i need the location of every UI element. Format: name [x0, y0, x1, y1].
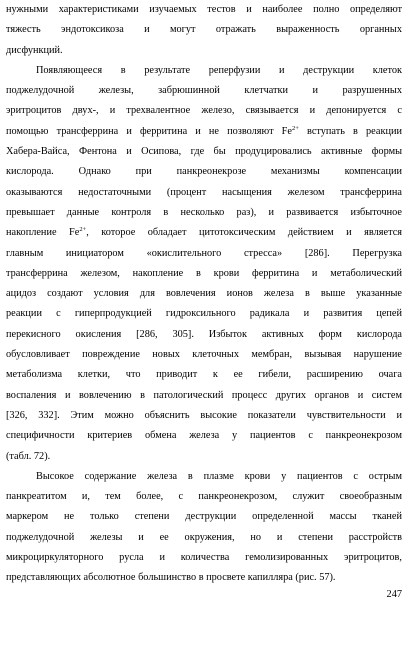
text-run: накопление Fe: [6, 227, 80, 239]
text-line: представляющих абсолютное большинство в просвете капилляра (рис. 57).: [6, 572, 336, 584]
body-text: [6, 0, 402, 589]
text-line: ацидоз создают условия для вовлечения ионов железа в выше указанные: [6, 288, 402, 300]
text-line: [326, 332]. Этим можно объяснить высокие показатели чувствительности и: [6, 409, 402, 421]
text-line: трансферрина железом, накопление в крови ферритина и метаболический: [6, 267, 402, 279]
text-line: маркером не только степени деструкции определенной массы тканей: [6, 511, 402, 523]
text-line: поджелудочной железы, забрюшинной клетчатки и разрушенных: [6, 85, 402, 97]
text-line: обусловливает повреждение новых клеточных мембран, вызывая нарушение: [6, 349, 402, 361]
text-line: превышает данные контроля в несколько раз), и развивается избыточное: [6, 206, 402, 218]
text-line: кислорода. Однако при панкреонекрозе механизмы компенсации: [6, 166, 402, 178]
text-line: Хабера-Вайса, Фентона и Осипова, где бы продуцировались активные формы: [6, 146, 402, 158]
text-line: тяжесть эндотоксикоза и могут отражать выраженность органных: [6, 24, 402, 36]
text-line: перекисного окисления [286, 305]. Избыток активных форм кислорода: [6, 328, 402, 340]
text-line: [6, 223, 402, 243]
text-line: поджелудочной железы и ее окружения, но и степени расстройств: [6, 531, 402, 543]
text-run: помощью трансферрина и ферритина и не позволяют Fe: [6, 125, 292, 137]
text-line: нужными характеристиками изучаемых тестов и наиболее полно определяют: [6, 4, 402, 15]
text-line: дисфункций.: [6, 44, 63, 56]
text-run: вступать в реакции: [298, 125, 402, 137]
page-number: 247: [386, 589, 402, 600]
text-line: оказываются недостаточными (процент насыщения железом трансферрина: [6, 186, 402, 198]
text-line: [6, 122, 402, 142]
text-line: главным инициатором «окислительного стресса» [286]. Перегрузка: [6, 247, 402, 259]
text-line: Высокое содержание железа в плазме крови у пациентов с острым: [36, 470, 402, 482]
text-line: Появляющееся в результате реперфузии и деструкции клеток: [36, 64, 402, 76]
superscript: 2+: [79, 226, 87, 234]
text-line: реакции с гиперпродукцией гидроксильного радикала и развития цепей: [6, 308, 402, 320]
superscript: 2+: [291, 124, 299, 132]
text-line: воспаления и вовлечению в патологический процесс других органов и систем: [6, 389, 402, 401]
text-line: специфичности критериев обмена железа у пациентов с панкреонекрозом: [6, 430, 402, 442]
text-line: (табл. 72).: [6, 450, 51, 462]
text-line: микроциркуляторного русла и количества гемолизированных эритроцитов,: [6, 552, 402, 564]
text-line: эритроцитов двух-, и трехвалентное железо, связывается и депонируется с: [6, 105, 402, 117]
text-line: метаболизма клетки, что приводит к ее гибели, расширению очага: [6, 369, 402, 381]
text-run: , которое обладает цитотоксическим действием и является: [86, 227, 402, 239]
text-line: панкреатитом и, тем более, с панкреонекрозом, служит своеобразным: [6, 491, 402, 503]
